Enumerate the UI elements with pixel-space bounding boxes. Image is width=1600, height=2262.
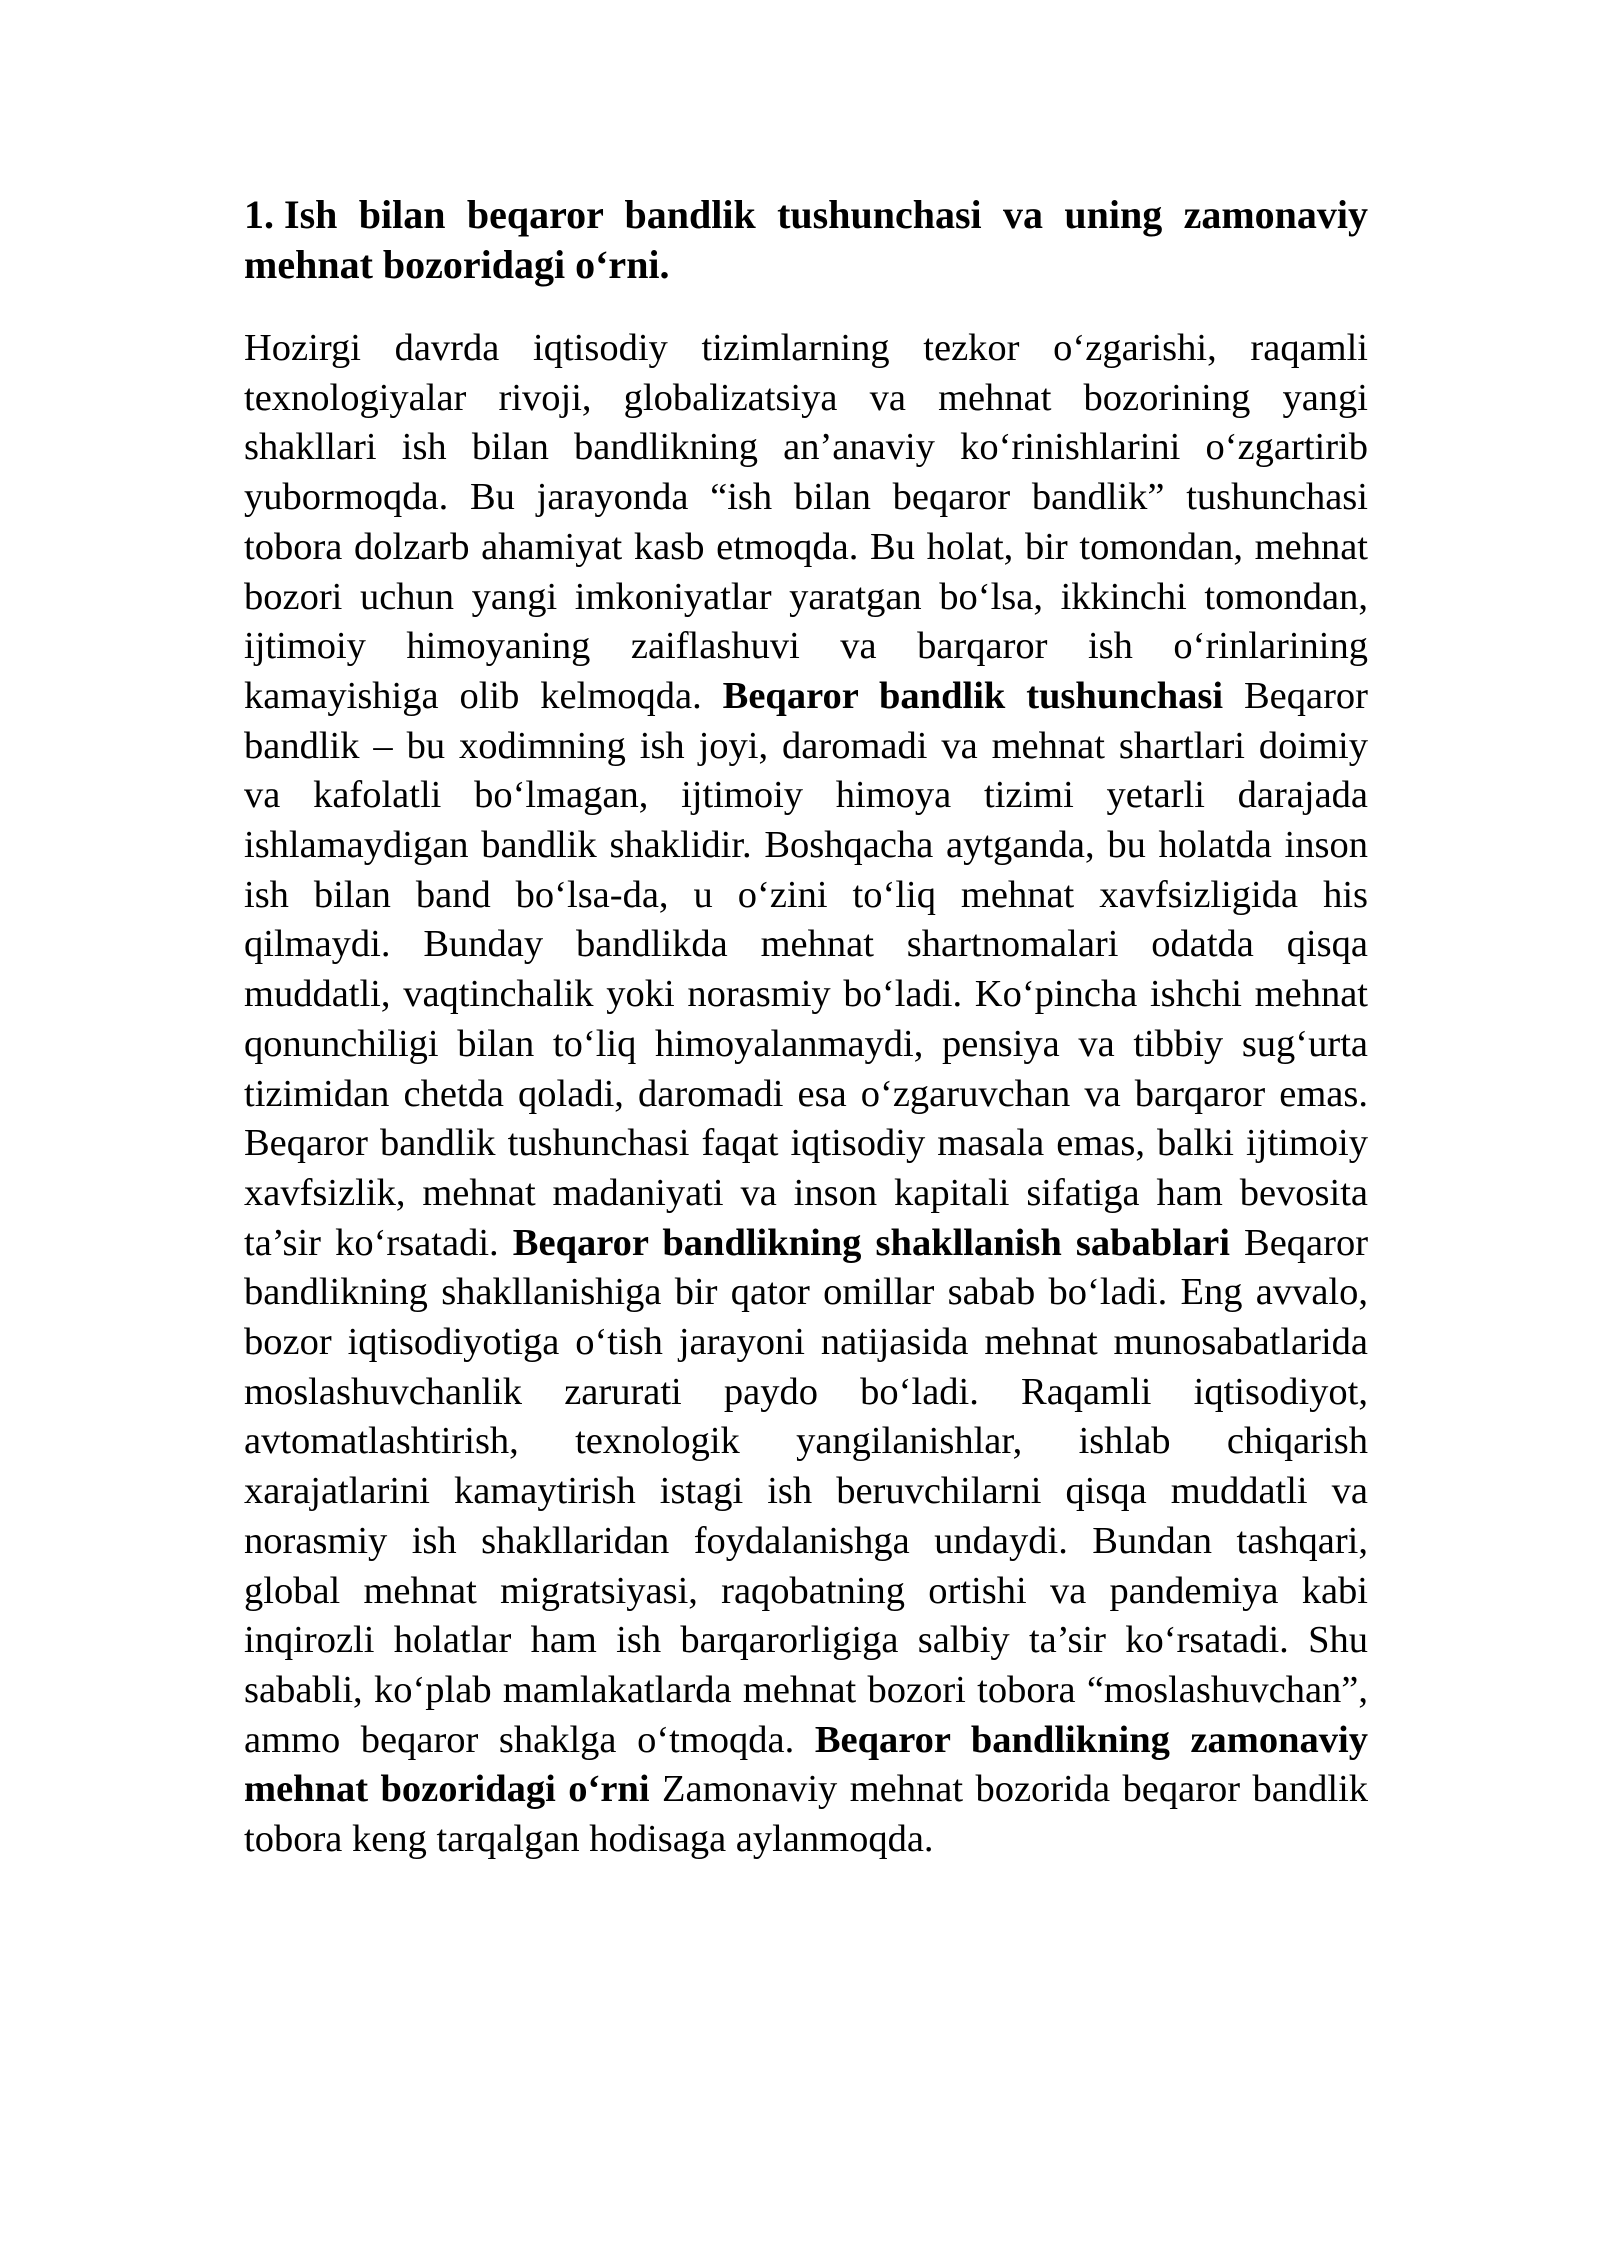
document-content [244, 190, 1368, 1865]
inline-heading-concept: Beqaror bandlik tushunchasi [722, 674, 1224, 717]
causes-text: Beqaror bandlikning shakllanishiga bir qator omillar sabab bo‘ladi. Eng avvalo, bozor iqtisodiyotiga o‘tish jarayoni natijasida mehnat munosabatlarida moslashuvchanlik zarurati paydo bo‘ladi. Raqamli iqtisodiyot, avtomatlashtirish, texnologik yangilanishlar, ishlab chiqarish xarajatlarini kamaytirish istagi ish beruvchilarni qisqa muddatli va norasmiy ish shakllaridan foydalanishga undaydi. Bundan tashqari, global mehnat migratsiyasi, raqobatning ortishi va pandemiya kabi inqirozli holatlar ham ish barqarorligiga salbiy ta’sir ko‘rsatadi. Shu sababli, ko‘plab mamlakatlarda mehnat bozori tobora “moslashuvchan”, ammo beqaror shaklga o‘tmoqda. [244, 1221, 1369, 1761]
body-paragraph [244, 324, 1368, 1865]
inline-heading-causes: Beqaror bandlikning shakllanish sabablari [512, 1221, 1230, 1264]
inline-heading-role: Beqaror bandlikning zamonaviy mehnat bozoridagi o‘rni [244, 1718, 1368, 1811]
heading-text: Ish bilan beqaror bandlik tushunchasi va uning zamonaviy mehnat bozoridagi o‘rni. [244, 192, 1368, 287]
intro-text: Hozirgi davrda iqtisodiy tizimlarning tezkor o‘zgarishi, raqamli texnologiyalar rivoji, globalizatsiya va mehnat bozorining yangi shakllari ish bilan bandlikning an’anaviy ko‘rinishlarini o‘zgartirib yubormoqda. Bu jarayonda “ish bilan beqaror bandlik” tushunchasi tobora dolzarb ahamiyat kasb etmoqda. Bu holat, bir tomondan, mehnat bozori uchun yangi imkoniyatlar yaratgan bo‘lsa, ikkinchi tomondan, ijtimoiy himoyaning zaiflashuvi va barqaror ish o‘rinlarining kamayishiga olib kelmoqda. [244, 327, 1368, 717]
heading-number: 1. [244, 192, 274, 237]
section-heading [244, 190, 1368, 290]
concept-text: Beqaror bandlik – bu xodimning ish joyi, daromadi va mehnat shartlari doimiy va kafolatli bo‘lmagan, ijtimoiy himoya tizimi yetarli darajada ishlamaydigan bandlik shaklidir. Boshqacha aytganda, bu holatda inson ish bilan band bo‘lsa-da, u o‘zini to‘liq mehnat xavfsizligida his qilmaydi. Bunday bandlikda mehnat shartnomalari odatda qisqa muddatli, vaqtinchalik yoki norasmiy bo‘ladi. Ko‘pincha ishchi mehnat qonunchiligi bilan to‘liq himoyalanmaydi, pensiya va tibbiy sug‘urta tizimidan chetda qoladi, daromadi esa o‘zgaruvchan va barqaror emas. Beqaror bandlik tushunchasi faqat iqtisodiy masala emas, balki ijtimoiy xavfsizlik, mehnat madaniyati va inson kapitali sifatiga ham bevosita ta’sir ko‘rsatadi. [244, 674, 1368, 1264]
role-text: Zamonaviy mehnat bozorida beqaror bandlik tobora keng tarqalgan hodisaga aylanmoqda. [244, 1768, 1369, 1861]
